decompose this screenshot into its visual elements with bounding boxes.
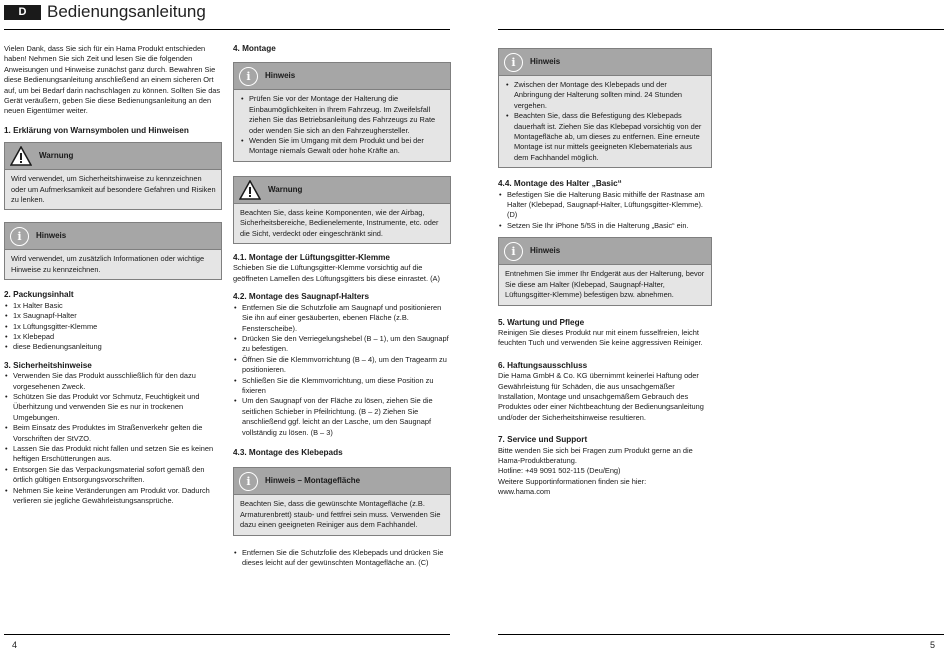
info-box-title: Hinweis [36,231,67,241]
column-2 [233,44,451,568]
warning-box-header [5,143,221,169]
website-link[interactable]: www.hama.com [498,487,551,497]
list-item: • Lassen Sie das Produkt nicht fallen und setzen Sie es keinen heftigen Erschütterungen aus. [4,444,222,465]
warning-box [4,142,222,210]
section-3-heading: 3. Sicherheitshinweise [4,360,92,370]
section-4-3-heading: 4.3. Montage des Klebepads [233,447,343,457]
montage-info-box-header [234,63,450,89]
section-4-2-heading: 4.2. Montage des Saugnapf-Halters [233,292,370,302]
list-item: • Entsorgen Sie das Verpackungsmaterial sofort gemäß den örtlich gültigen Entsorgungsvorschriften. [4,465,222,486]
list-item: • Entfernen Sie die Schutzfolie des Klebepads und drücken Sie dieses leicht auf der gewünschten Montagefläche an. (C) [233,548,451,569]
list-item: • diese Bedienungsanleitung [4,342,222,352]
list-item: • Wenden Sie im Umgang mit dem Produkt und bei der Montage niemals Gewalt oder hohe Kräfte an. [240,136,445,157]
info-icon: i [504,53,523,72]
adhesive-info-box [498,48,712,168]
page-title: Bedienungsanleitung [47,2,206,21]
info-icon: i [10,227,29,246]
device-info-text: Entnehmen Sie immer Ihr Endgerät aus der Halterung, bevor Sie diese am Halter (Klebepad, Saugnapf-Halter, Lüftungsgitter-Klemme) befestigen bzw. abnehmen. [505,269,705,300]
adhesive-info-header [499,49,711,75]
device-info-header [499,238,711,264]
safety-list [4,371,222,506]
suction-mount-steps [233,303,451,438]
list-item: • Nehmen Sie keine Veränderungen am Produkt vor. Dadurch verlieren sie jegliche Gewährleistungsansprüche. [4,486,222,507]
warning-triangle-icon [239,180,261,200]
section-6-heading: 6. Haftungsausschluss [498,360,588,370]
section-4-1-heading: 4.1. Montage der Lüftungsgitter-Klemme [233,253,390,263]
section-4-4-heading: 4.4. Montage des Halter „Basic“ [498,179,622,189]
list-item: • 1x Saugnapf-Halter [4,311,222,321]
footer-rule-right [498,634,944,635]
list-item: • Beim Einsatz des Produktes im Straßenverkehr gelten die Vorschriften der StVZO. [4,423,222,444]
montage-warning-box-header [234,177,450,203]
list-item: • Um den Saugnapf von der Fläche zu lösen, ziehen Sie die seitlichen Schieber in Pfeilrichtung. (B – 2) Ziehen Sie anschließend ggf. leicht an der Lasche, um den Saugnapf vollständig zu lösen. (B – 3) [233,396,451,438]
page-number-left: 4 [12,640,18,650]
header-rule-left [4,29,450,30]
list-item: • Entfernen Sie die Schutzfolie am Saugnapf und positionieren Sie ihn auf einer gesäuberten, ebenen Fläche (z.B. Fensterscheibe). [233,303,451,334]
column-3 [498,48,712,498]
list-item: • Schützen Sie das Produkt vor Schmutz, Feuchtigkeit und Überhitzung und verwenden Sie es nur in trockenen Umgebungen. [4,392,222,423]
info-icon: i [239,472,258,491]
list-item: • Befestigen Sie die Halterung Basic mithilfe der Rastnase am Halter (Klebepad, Saugnapf-Halter, Lüftungsgitter-Klemme). (D) [498,190,712,221]
section-4-heading: 4. Montage [233,44,276,53]
section-6-text: Die Hama GmbH & Co. KG übernimmt keinerlei Haftung oder Gewährleistung für Schäden, die aus unsachgemäßer Installation, Montage und unsachgemäßem Gebrauch des Produktes oder einer Nichtbeachtung der Bedienungsanleitung und/oder der Sicherheitshinweise resultieren. [498,371,704,422]
info-icon: i [239,67,258,86]
adhesive-pad-steps [233,548,451,569]
device-info-box [498,237,712,305]
section-4-1-text: Schieben Sie die Lüftungsgitter-Klemme vorsichtig auf die geöffneten Lamellen des Lüftungsgitters bis diese einrastet. (A) [233,263,440,283]
list-item: • Prüfen Sie vor der Montage der Halterung die Einbaumöglichkeiten in Ihrem Fahrzeug. Im Zweifelsfall ziehen Sie das Betriebsanleitung des Fahrzeugs zu Rate oder wenden Sie sich an den Fahrzeughersteller. [240,94,445,136]
mounting-surface-info-box [233,467,451,535]
basic-holder-steps [498,190,712,232]
section-7-line: Bitte wenden Sie sich bei Fragen zum Produkt gerne an die Hama-Produktberatung. [498,445,693,465]
info-box-text: Wird verwendet, um zusätzlich Informationen oder wichtige Hinweise zu kennzeichnen. [11,254,205,274]
device-info-title: Hinweis [530,246,561,256]
list-item: • 1x Klebepad [4,332,222,342]
warning-triangle-icon [10,146,32,166]
page-number-right: 5 [930,640,936,650]
section-2-heading: 2. Packungsinhalt [4,290,74,300]
section-7-line: Weitere Supportinformationen finden sie hier: [498,476,647,486]
section-7-heading: 7. Service und Support [498,435,588,445]
list-item: • Zwischen der Montage des Klebepads und der Anbringung der Halterung sollten mind. 24 Stunden vergehen. [505,80,706,111]
list-item: • 1x Halter Basic [4,301,222,311]
info-box-header [5,223,221,249]
section-1-heading: 1. Erklärung von Warnsymbolen und Hinweisen [4,125,189,135]
info-icon: i [504,242,523,261]
montage-info-box [233,62,451,161]
list-item: • Schließen Sie die Klemmvorrichtung, um diese Position zu fixieren [233,376,451,397]
montage-warning-title: Warnung [268,184,303,194]
header-rule-right [498,29,944,30]
montage-info-title: Hinweis [265,71,296,81]
language-badge-label: D [18,6,27,18]
info-box [4,222,222,280]
mounting-surface-info-header [234,468,450,494]
mounting-surface-info-title: Hinweis – Montagefläche [265,476,361,486]
warning-box-text: Wird verwendet, um Sicherheitshinweise zu kennzeichnen oder um Aufmerksamkeit auf besondere Gefahren und Risiken zu lenken. [11,174,216,205]
section-5-text: Reinigen Sie dieses Produkt nur mit einem fusselfreien, leicht feuchten Tuch und verwenden Sie keine aggressiven Reiniger. [498,327,703,348]
montage-warning-text: Beachten Sie, dass keine Komponenten, wie der Airbag, Sicherheitsbereiche, Bedienelemente, Instrumente, etc. oder die Sicht, verdeckt oder eingeschränkt sind. [240,207,439,238]
language-badge [4,5,41,20]
list-item: • Verwenden Sie das Produkt ausschließlich für den dazu vorgesehenen Zweck. [4,371,222,392]
footer-rule-left [4,634,450,635]
section-5-heading: 5. Wartung und Pflege [498,317,585,327]
list-item: • Setzen Sie Ihr iPhone 5/5S in die Halterung „Basic“ ein. [498,221,712,231]
package-contents-list [4,301,222,353]
column-1 [4,44,222,506]
intro-text: Vielen Dank, dass Sie sich für ein Hama Produkt entschieden haben! Nehmen Sie sich Zeit und lesen Sie die folgenden Anweisungen und Hinweise zunächst ganz durch. Bewahren Sie diese Bedienungsanleitung anschließend an einem sicheren Ort auf, um bei Bedarf darin nachschlagen zu können. Sollten Sie das Gerät veräußern, geben Sie diese Bedienungsanleitung an den neuen Eigentümer weiter. [4,44,221,116]
warning-box-title: Warnung [39,151,74,161]
list-item: • Drücken Sie den Verriegelungshebel (B – 1), um den Saugnapf zu befestigen. [233,334,451,355]
list-item: • 1x Lüftungsgitter-Klemme [4,322,222,332]
adhesive-info-title: Hinweis [530,56,561,66]
list-item: • Öffnen Sie die Klemmvorrichtung (B – 4), um den Tragearm zu positionieren. [233,355,451,376]
section-7-hotline: Hotline: +49 9091 502-115 (Deu/Eng) [498,466,621,476]
montage-warning-box [233,176,451,244]
mounting-surface-info-text: Beachten Sie, dass die gewünschte Montagefläche (z.B. Armaturenbrett) staub- und fettfrei sein muss. Verwenden Sie dazu einen geeigneten Reiniger aus dem Fachhandel. [240,499,441,530]
list-item: • Beachten Sie, dass die Befestigung des Klebepads dauerhaft ist. Ziehen Sie das Klebepad vorsichtig von der Montagefläche ab, um dieses zu entfernen. Eine erneute Montage ist nur mittels geeigneten Klebematerials aus dem Fachhandel möglich. [505,111,706,163]
